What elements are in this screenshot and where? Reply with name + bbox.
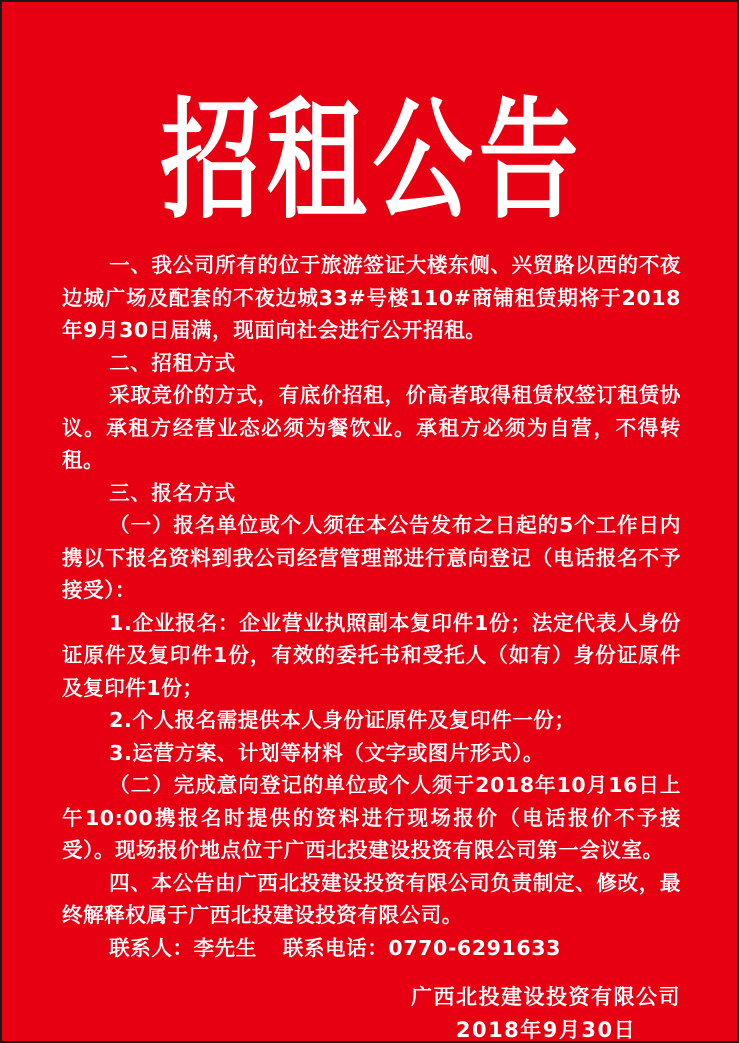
heading-registration-method: 三、报名方式 [109, 480, 236, 505]
contact-phone-number: 0770-6291633 [388, 935, 561, 960]
paragraph-operation-plan: 3.运营方案、计划等材料（文字或图片形式）。 [109, 740, 545, 765]
poster-title: 招租公告 [160, 83, 585, 237]
paragraph-intro: 一、我公司所有的位于旅游签证大楼东侧、兴贸路以西的不夜边城广场及配套的不夜边城33#号楼110#商铺租赁期将于2018年9月30日届满，现面向社会进行公开招租。 [62, 253, 681, 342]
paragraph-individual-registration: 2.个人报名需提供本人身份证原件及复印件一份； [109, 708, 576, 732]
signature-block [411, 981, 681, 1043]
announcement-body [2, 249, 737, 964]
contact-person-label: 联系人： [109, 935, 194, 960]
heading-rental-method: 二、招租方式 [109, 350, 236, 375]
paragraph-rental-method: 采取竞价的方式，有底价招租，价高者取得租赁权签订租赁协议。承租方经营业态必须为餐饮业。承租方必须为自营，不得转租。 [62, 383, 681, 472]
paragraph-final-interpretation: 四、本公告由广西北投建设投资有限公司负责制定、修改，最终解释权属于广西北投建设投资有限公司。 [62, 870, 681, 927]
contact-phone-label: 联系电话： [282, 935, 389, 960]
paragraph-enterprise-registration: 1.企业报名：企业营业执照副本复印件1份；法定代表人身份证原件及复印件1份，有效的委托书和受托人（如有）身份证原件及复印件1份； [62, 610, 681, 700]
paragraph-onsite-bidding: （二）完成意向登记的单位或个人须于2018年10月16日上午10:00携报名时提供的资料进行现场报价（电话报价不予接受）。现场报价地点位于广西北投建设投资有限公司第一会议室。 [62, 773, 681, 862]
contact-person-name: 李先生 [193, 935, 257, 960]
paragraph-registration-intro: （一）报名单位或个人须在本公告发布之日起的5个工作日内携以下报名资料到我公司经营管理部进行意向登记（电话报名不予接受）： [62, 513, 681, 602]
signature-company: 广西北投建设投资有限公司 [411, 985, 681, 1009]
contact-line [62, 932, 681, 965]
signature-date: 2018年9月30日 [455, 1018, 637, 1042]
